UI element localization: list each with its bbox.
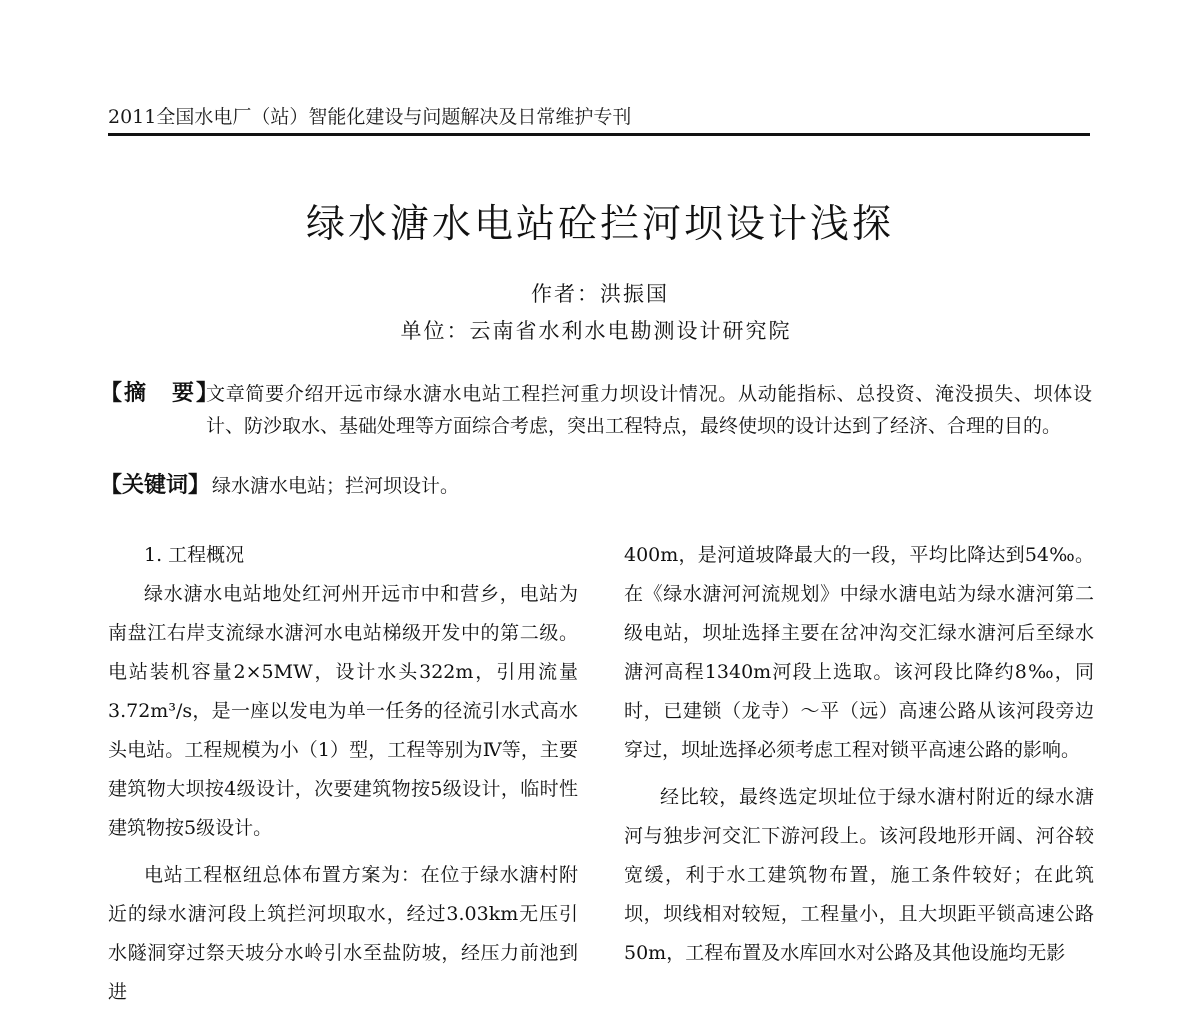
body-paragraph: 400m，是河道坡降最大的一段，平均比降达到54‰。在《绿水溏河河流规划》中绿水溏电站为绿水溏河第二级电站，坝址选择主要在岔冲沟交汇绿水溏河后至绿水溏河高程1340m河段上选取。该河段比降约8‰，同时，已建锁（龙寺）～平（远）高速公路从该河段旁边穿过，坝址选择必须考虑工程对锁平高速公路的影响。 <box>624 544 1094 761</box>
running-header: 2011全国水电厂（站）智能化建设与问题解决及日常维护专刊 <box>108 106 632 128</box>
keywords-label: 【关键词】 <box>100 473 211 498</box>
body-column-left <box>108 536 578 1012</box>
body-column-right <box>624 536 1094 973</box>
keywords-text: 绿水溏水电站；拦河坝设计。 <box>212 475 460 497</box>
author-line: 作者：洪振国 <box>531 282 669 306</box>
abstract-label: 【摘 要】 <box>100 381 221 406</box>
body-paragraph: 电站工程枢纽总体布置方案为：在位于绿水溏村附近的绿水溏河段上筑拦河坝取水，经过3.03km无压引水隧洞穿过祭天坡分水岭引水至盐防坡，经压力前池到进 <box>108 864 578 1003</box>
abstract-text: 文章简要介绍开远市绿水溏水电站工程拦河重力坝设计情况。从动能指标、总投资、淹没损失、坝体设计、防沙取水、基础处理等方面综合考虑，突出工程特点，最终使坝的设计达到了经济、合理的目的。 <box>206 383 1092 437</box>
paper-title: 绿水溏水电站砼拦河坝设计浅探 <box>305 202 894 247</box>
body-paragraph: 经比较，最终选定坝址位于绿水溏村附近的绿水溏河与独步河交汇下游河段上。该河段地形开阔、河谷较宽缓，利于水工建筑物布置，施工条件较好；在此筑坝，坝线相对较短，工程量小，且大坝距平锁高速公路50m，工程布置及水库回水对公路及其他设施均无影 <box>624 786 1094 964</box>
section-heading: 1. 工程概况 <box>144 544 245 566</box>
body-paragraph: 绿水溏水电站地处红河州开远市中和营乡，电站为南盘江右岸支流绿水溏河水电站梯级开发中的第二级。电站装机容量2×5MW，设计水头322m，引用流量3.72m³/s，是一座以发电为单一任务的径流引水式高水头电站。工程规模为小（1）型，工程等别为Ⅳ等，主要建筑物大坝按4级设计，次要建筑物按5级设计，临时性建筑物按5级设计。 <box>108 583 578 839</box>
keywords-block <box>100 470 1100 502</box>
abstract-block <box>100 378 1100 442</box>
affiliation-line: 单位：云南省水利水电勘测设计研究院 <box>400 319 792 343</box>
header-rule <box>108 133 1090 136</box>
